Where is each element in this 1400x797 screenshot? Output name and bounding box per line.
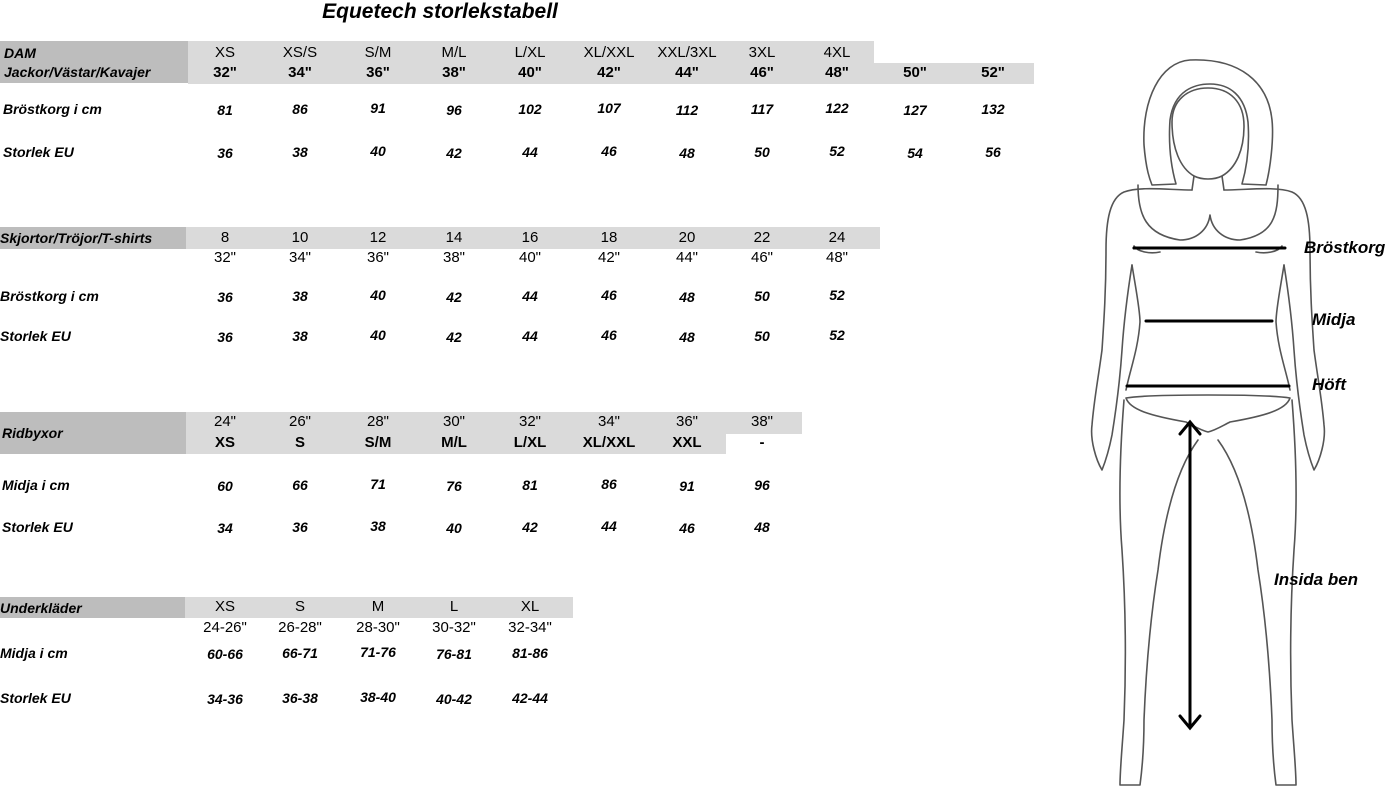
header-measure-skjortor: 32"	[213, 249, 237, 266]
table-cell-ridbyxor: 46	[679, 520, 695, 536]
torso-outline	[1092, 189, 1192, 470]
table-cell-skjortor: 36	[217, 329, 233, 345]
header-measure-skjortor: 44"	[675, 249, 699, 266]
header-measure-ridbyxor: M/L	[441, 434, 467, 451]
table-cell-jackor: 40	[370, 143, 386, 159]
header-measure-ridbyxor: -	[759, 434, 765, 451]
header-measure-jackor: 32"	[213, 64, 237, 81]
header-size-ridbyxor: 24"	[213, 413, 237, 430]
header-size-skjortor: 12	[369, 229, 387, 246]
table-cell-skjortor: 40	[370, 287, 386, 303]
page-title: Equetech storlekstabell	[322, 0, 558, 23]
header-size-underklader: XL	[520, 598, 540, 615]
header-measure-ridbyxor: XXL	[672, 434, 702, 451]
table-cell-underklader: 36-38	[282, 690, 318, 706]
section-label-underklader: Underkläder	[0, 600, 82, 616]
header-size-jackor: S/M	[364, 44, 392, 61]
header-size-skjortor: 16	[521, 229, 539, 246]
header-size-jackor: L/XL	[514, 44, 546, 61]
header-size-skjortor: 8	[220, 229, 230, 246]
header-size-skjortor: 18	[600, 229, 618, 246]
header-measure-jackor: 42"	[597, 64, 621, 81]
table-cell-skjortor: 52	[829, 287, 845, 303]
header-measure-skjortor: 34"	[288, 249, 312, 266]
waist-outline	[1126, 265, 1290, 390]
table-cell-ridbyxor: 48	[754, 519, 770, 535]
table-cell-skjortor: 46	[601, 287, 617, 303]
header-size-underklader: XS	[214, 598, 236, 615]
header-measure-jackor: 40"	[518, 64, 542, 81]
table-cell-underklader: 71-76	[360, 644, 396, 660]
hair-outline	[1144, 60, 1273, 185]
header-measure-jackor: 48"	[825, 64, 849, 81]
row-label-underklader: Midja i cm	[0, 645, 68, 661]
table-cell-ridbyxor: 34	[217, 520, 233, 536]
header-size-jackor: 3XL	[748, 44, 776, 61]
table-cell-jackor: 127	[903, 102, 927, 118]
header-size-skjortor: 14	[445, 229, 463, 246]
table-cell-jackor: 86	[292, 101, 308, 117]
figure-label-waist: Midja	[1312, 310, 1356, 329]
table-cell-underklader: 42-44	[512, 690, 548, 706]
table-cell-jackor: 56	[985, 144, 1001, 160]
header-measure-jackor: 46"	[750, 64, 774, 81]
header-measure-skjortor: 42"	[597, 249, 621, 266]
header-size-ridbyxor: 26"	[288, 413, 312, 430]
header-measure-skjortor: 46"	[750, 249, 774, 266]
table-cell-skjortor: 46	[601, 327, 617, 343]
table-cell-underklader: 76-81	[436, 646, 472, 662]
table-cell-underklader: 34-36	[207, 691, 243, 707]
table-cell-ridbyxor: 40	[446, 520, 462, 536]
header-measure-underklader: 30-32"	[432, 619, 476, 636]
header-size-ridbyxor: 30"	[442, 413, 466, 430]
header-size-ridbyxor: 36"	[675, 413, 699, 430]
table-cell-skjortor: 36	[217, 289, 233, 305]
table-cell-jackor: 38	[292, 144, 308, 160]
section-label-ridbyxor: Ridbyxor	[2, 425, 63, 441]
header-measure-jackor: 38"	[442, 64, 466, 81]
header-size-skjortor: 20	[678, 229, 696, 246]
header-size-skjortor: 24	[828, 229, 846, 246]
table-cell-jackor: 54	[907, 145, 923, 161]
header-size-skjortor: 22	[753, 229, 771, 246]
header-size-jackor: M/L	[441, 44, 467, 61]
table-cell-ridbyxor: 36	[292, 519, 308, 535]
table-cell-jackor: 46	[601, 143, 617, 159]
table-cell-underklader: 60-66	[207, 646, 243, 662]
row-label-ridbyxor: Midja i cm	[2, 477, 70, 493]
header-measure-jackor: 52"	[981, 64, 1005, 81]
figure-label-bust: Bröstkorg	[1304, 238, 1386, 257]
table-cell-jackor: 107	[597, 100, 621, 116]
table-cell-underklader: 40-42	[436, 691, 472, 707]
table-cell-ridbyxor: 60	[217, 478, 233, 494]
table-cell-jackor: 44	[522, 144, 538, 160]
table-cell-jackor: 48	[679, 145, 695, 161]
leg-outline	[1120, 400, 1198, 785]
header-measure-skjortor: 36"	[366, 249, 390, 266]
table-cell-skjortor: 50	[754, 288, 770, 304]
body-measurement-figure	[1080, 50, 1400, 790]
header-size-underklader: M	[371, 598, 385, 615]
header-size-ridbyxor: 34"	[597, 413, 621, 430]
table-cell-skjortor: 38	[292, 288, 308, 304]
row-label-ridbyxor: Storlek EU	[2, 519, 73, 535]
table-cell-jackor: 81	[217, 102, 233, 118]
header-measure-ridbyxor: XS	[214, 434, 236, 451]
table-cell-jackor: 36	[217, 145, 233, 161]
figure-label-inseam: Insida ben	[1274, 570, 1359, 589]
table-cell-skjortor: 44	[522, 328, 538, 344]
header-measure-ridbyxor: L/XL	[513, 434, 547, 451]
table-cell-skjortor: 40	[370, 327, 386, 343]
table-cell-underklader: 66-71	[282, 645, 318, 661]
table-cell-jackor: 50	[754, 144, 770, 160]
table-cell-underklader: 81-86	[512, 645, 548, 661]
table-cell-skjortor: 48	[679, 289, 695, 305]
header-measure-skjortor: 38"	[442, 249, 466, 266]
header-size-ridbyxor: 38"	[750, 413, 774, 430]
underwear-outline	[1126, 395, 1290, 432]
table-cell-jackor: 132	[981, 101, 1005, 117]
header-measure-jackor: 36"	[366, 64, 390, 81]
table-cell-ridbyxor: 81	[522, 477, 538, 493]
header-measure-ridbyxor: S	[294, 434, 306, 451]
section-label-skjortor: Skjortor/Tröjor/T-shirts	[0, 230, 153, 246]
table-cell-underklader: 38-40	[360, 689, 396, 705]
figure-label-hip: Höft	[1312, 375, 1346, 394]
table-cell-ridbyxor: 71	[370, 476, 386, 492]
table-cell-jackor: 42	[446, 145, 462, 161]
neck-outline	[1192, 176, 1224, 190]
table-cell-jackor: 117	[750, 101, 774, 117]
header-measure-jackor: 50"	[903, 64, 927, 81]
header-measure-skjortor: 48"	[825, 249, 849, 266]
header-size-skjortor: 10	[291, 229, 309, 246]
section-label-dam: DAM	[4, 45, 36, 61]
header-size-ridbyxor: 28"	[366, 413, 390, 430]
header-measure-underklader: 28-30"	[356, 619, 400, 636]
table-cell-ridbyxor: 86	[601, 476, 617, 492]
header-size-jackor: XL/XXL	[583, 44, 635, 61]
table-cell-skjortor: 52	[829, 327, 845, 343]
table-cell-skjortor: 42	[446, 289, 462, 305]
table-cell-skjortor: 44	[522, 288, 538, 304]
row-label-jackor: Storlek EU	[3, 144, 74, 160]
table-cell-jackor: 96	[446, 102, 462, 118]
table-cell-jackor: 102	[518, 101, 542, 117]
table-cell-ridbyxor: 38	[370, 518, 386, 534]
face-outline	[1172, 88, 1244, 179]
row-label-jackor: Bröstkorg i cm	[3, 101, 102, 117]
row-label-skjortor: Storlek EU	[0, 328, 71, 344]
table-cell-ridbyxor: 91	[679, 478, 695, 494]
table-cell-skjortor: 42	[446, 329, 462, 345]
header-measure-underklader: 32-34"	[508, 619, 552, 636]
bra-outline	[1138, 185, 1278, 240]
header-measure-underklader: 26-28"	[278, 619, 322, 636]
header-size-jackor: 4XL	[823, 44, 851, 61]
header-size-jackor: XXL/3XL	[657, 44, 717, 61]
header-size-ridbyxor: 32"	[518, 413, 542, 430]
header-band-ridbyxor-1	[186, 412, 802, 434]
table-cell-jackor: 112	[675, 102, 699, 118]
table-cell-jackor: 122	[825, 100, 849, 116]
table-cell-ridbyxor: 44	[601, 518, 617, 534]
table-cell-skjortor: 38	[292, 328, 308, 344]
table-cell-ridbyxor: 76	[446, 478, 462, 494]
header-size-jackor: XS	[214, 44, 236, 61]
table-cell-ridbyxor: 66	[292, 477, 308, 493]
header-measure-underklader: 24-26"	[203, 619, 247, 636]
row-label-skjortor: Bröstkorg i cm	[0, 288, 99, 304]
table-cell-ridbyxor: 42	[522, 519, 538, 535]
table-cell-ridbyxor: 96	[754, 477, 770, 493]
header-measure-skjortor: 40"	[518, 249, 542, 266]
table-cell-skjortor: 50	[754, 328, 770, 344]
row-label-underklader: Storlek EU	[0, 690, 71, 706]
table-cell-jackor: 91	[370, 100, 386, 116]
section-label-jackor: Jackor/Västar/Kavajer	[4, 64, 151, 80]
header-size-jackor: XS/S	[282, 44, 318, 61]
header-size-underklader: L	[449, 598, 459, 615]
table-cell-skjortor: 48	[679, 329, 695, 345]
table-cell-jackor: 52	[829, 143, 845, 159]
header-measure-ridbyxor: XL/XXL	[582, 434, 636, 451]
header-measure-ridbyxor: S/M	[364, 434, 392, 451]
header-measure-jackor: 44"	[675, 64, 699, 81]
header-size-underklader: S	[294, 598, 306, 615]
header-measure-jackor: 34"	[288, 64, 312, 81]
